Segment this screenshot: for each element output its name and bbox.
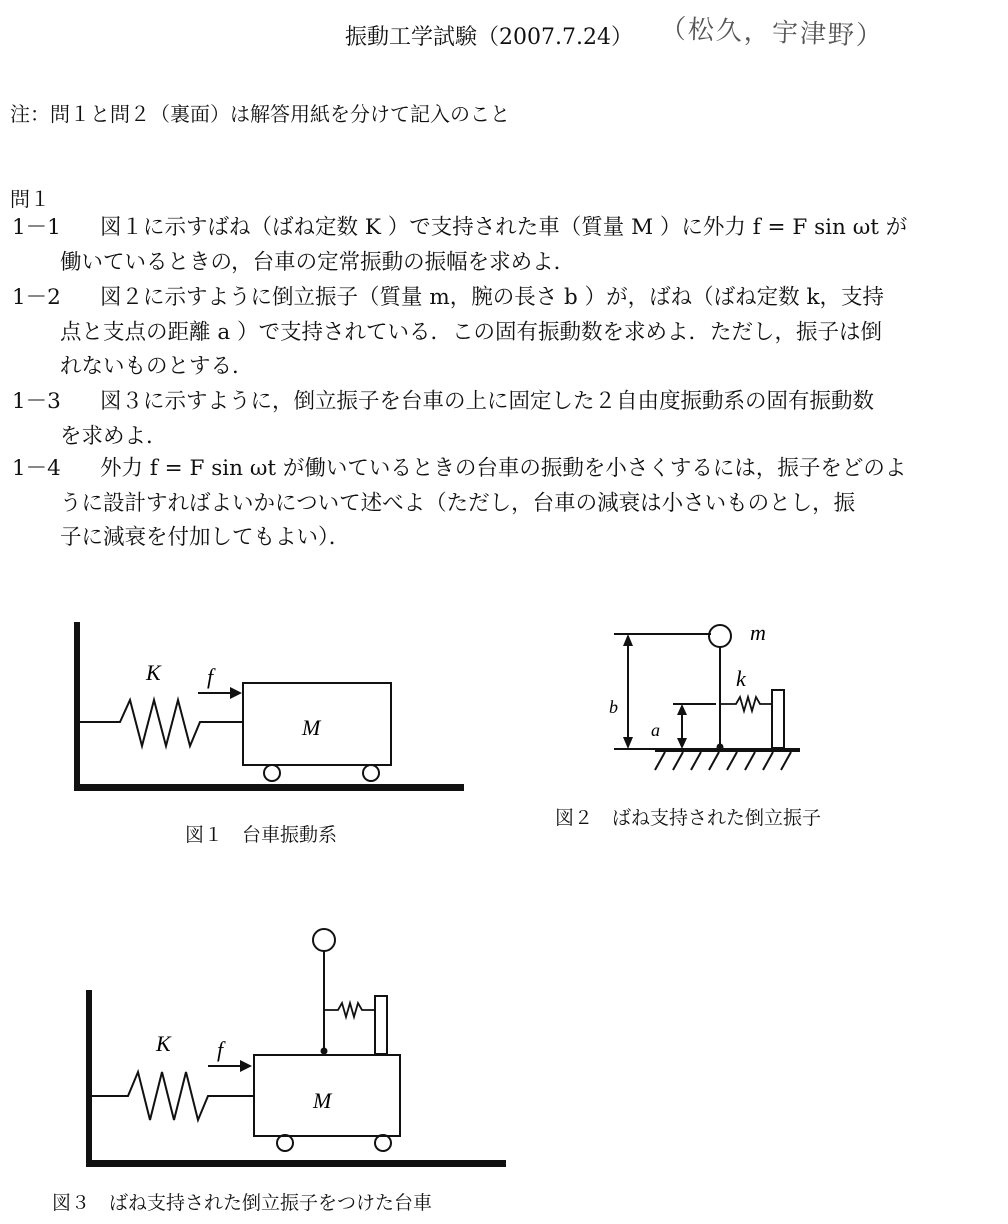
problem-text-line: 子に減衰を付加してもよい）． bbox=[60, 525, 351, 550]
spring-support bbox=[375, 996, 387, 1054]
figure-1-caption: 図１ 台車振動系 bbox=[185, 824, 338, 846]
pendulum-mass bbox=[313, 929, 335, 951]
exam-title: 振動工学試験（2007.7.24） bbox=[345, 25, 633, 50]
label-m: m bbox=[750, 620, 766, 645]
ground bbox=[86, 1160, 506, 1167]
figure-2-caption: 図２ ばね支持された倒立振子 bbox=[555, 807, 822, 829]
wheel bbox=[277, 1135, 293, 1151]
problem-number: 1－3 bbox=[12, 389, 61, 414]
question-label: 問１ bbox=[10, 187, 50, 211]
problem-number: 1－2 bbox=[12, 285, 61, 310]
problem-text-line: 点と支点の距離 a ）で支持されている．この固有振動数を求めよ．ただし，振子は倒 bbox=[60, 319, 882, 345]
label-M: M bbox=[302, 715, 321, 740]
spring-K bbox=[92, 1072, 254, 1120]
spring-k bbox=[324, 1003, 375, 1017]
problem-number: 1－4 bbox=[12, 456, 61, 481]
problem-text-line: 図１に示すばね（ばね定数 K ）で支持された車（質量 M ）に外力 f = F sin ωt が bbox=[100, 215, 908, 240]
problem-text-line: を求めよ． bbox=[60, 423, 168, 449]
problem-text-line: 外力 f = F sin ωt が働いているときの台車の振動を小さくするには，振子をどのよ bbox=[100, 456, 907, 481]
pivot bbox=[321, 1048, 328, 1055]
wheel bbox=[375, 1135, 391, 1151]
handwritten-names: （松久，宇津野） bbox=[659, 14, 885, 52]
label-K: K bbox=[146, 660, 161, 685]
problem-text-line: 働いているときの，台車の定常振動の振幅を求めよ． bbox=[60, 249, 576, 275]
label-a: a bbox=[651, 720, 660, 740]
problem-text-line: 図３に示すように，倒立振子を台車の上に固定した２自由度振動系の固有振動数 bbox=[100, 389, 875, 414]
problem-number: 1－1 bbox=[12, 215, 61, 240]
problem-text-line: れないものとする． bbox=[60, 354, 254, 379]
wall bbox=[86, 990, 92, 1166]
instruction-note: 注：問１と問２（裏面）は解答用紙を分けて記入のこと bbox=[10, 102, 510, 126]
label-f: f bbox=[207, 664, 214, 689]
label-M: M bbox=[313, 1088, 332, 1113]
label-K: K bbox=[156, 1031, 171, 1056]
label-k: k bbox=[736, 666, 746, 691]
problem-text-line: うに設計すればよいかについて述べよ（ただし，台車の減衰は小さいものとし，振 bbox=[60, 490, 856, 516]
figure-3-caption: 図３ ばね支持された倒立振子をつけた台車 bbox=[52, 1192, 433, 1214]
problem-text-line: 図２に示すように倒立振子（質量 m，腕の長さ b ）が，ばね（ばね定数 k，支持 bbox=[100, 285, 885, 310]
label-b: b bbox=[609, 697, 618, 717]
force-arrow-head bbox=[240, 1060, 252, 1072]
label-f: f bbox=[217, 1037, 224, 1062]
